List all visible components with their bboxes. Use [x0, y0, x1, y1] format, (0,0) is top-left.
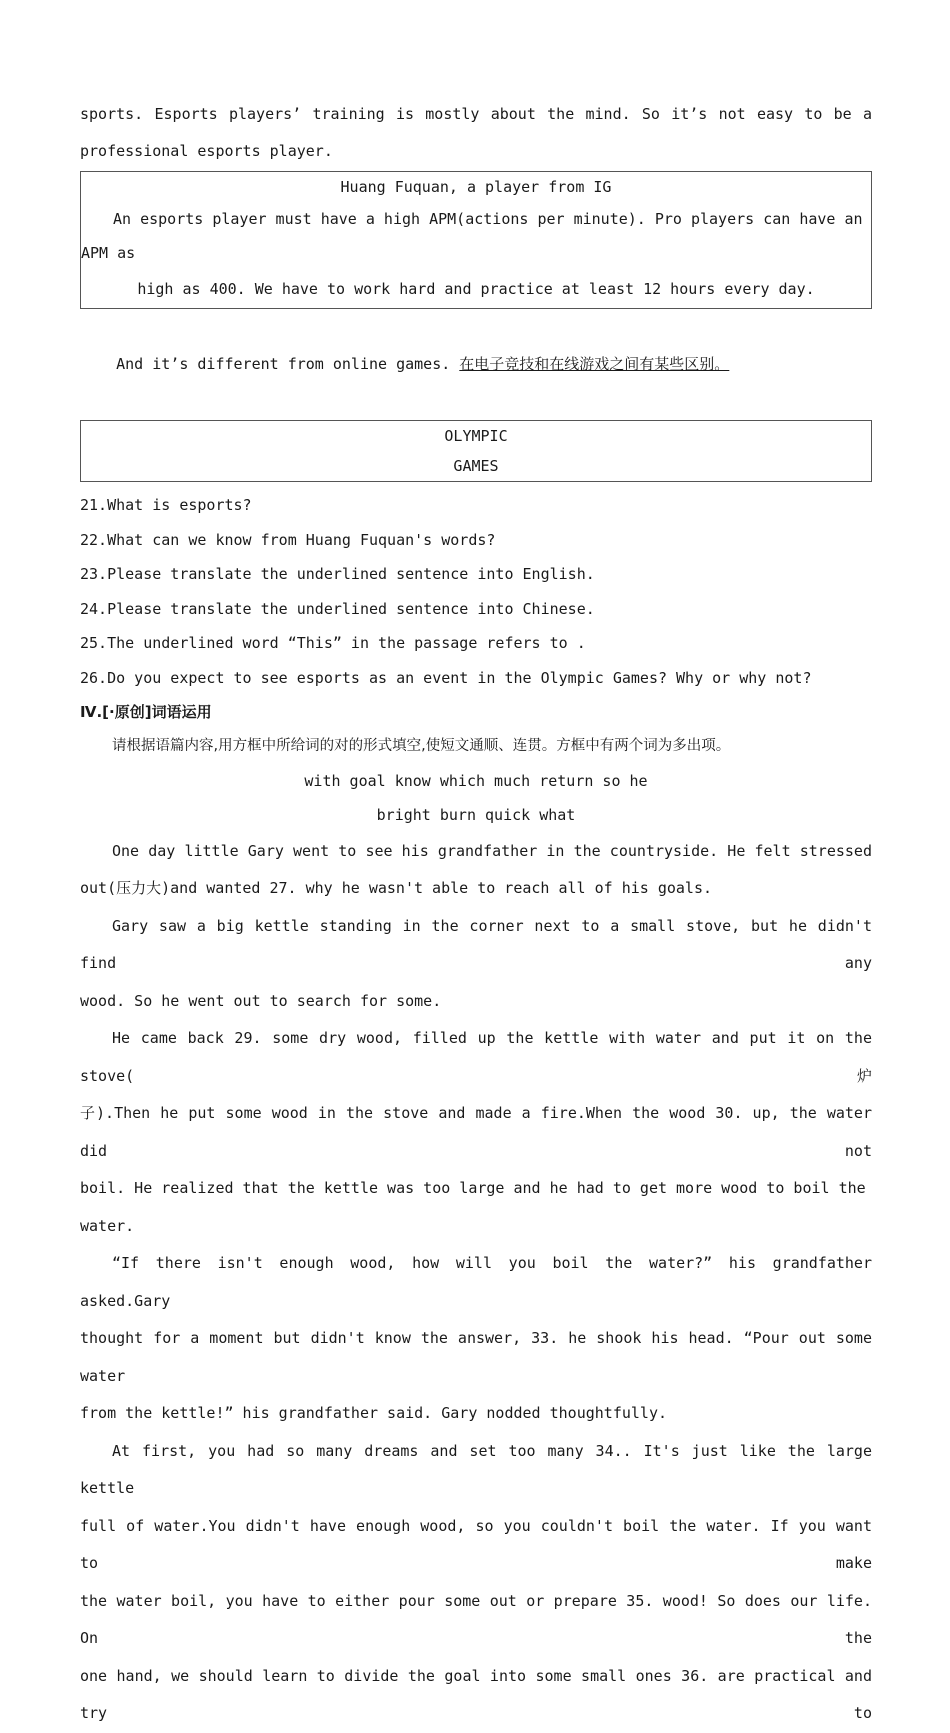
question-25: 25.The underlined word “This” in the passage refers to .: [80, 634, 586, 652]
quote-box-line-2: high as 400. We have to work hard and practice at least 12 hours every day.: [137, 280, 815, 298]
question-21: 21.What is esports?: [80, 496, 252, 514]
passage: [80, 833, 882, 1733]
passage-p4-line-1: “If there isn't enough wood, how will you boil the water?” his grandfather asked.Gary: [80, 1254, 882, 1310]
passage-p3-line-3: boil. He realized that the kettle was too large and he had to get more wood to boil the water.: [80, 1179, 875, 1235]
passage-p4-line-2: thought for a moment but didn't know the answer, 33. he shook his head. “Pour out some water: [80, 1329, 882, 1385]
difference-line: [80, 309, 872, 420]
olympic-box-line-2: GAMES: [453, 457, 499, 475]
intro-line-2: professional esports player.: [80, 142, 333, 160]
passage-p2-line-1: Gary saw a big kettle standing in the corner next to a small stove, but he didn't find any: [80, 916, 882, 972]
passage-p5-line-4: one hand, we should learn to divide the goal into some small ones 36. are practical and try to: [80, 1666, 882, 1722]
section-instruction: 请根据语篇内容,用方框中所给词的对的形式填空,使短文通顺、连贯。方框中有两个词为多出项。: [112, 738, 731, 754]
passage-p2-line-2: wood. So he went out to search for some.: [80, 991, 442, 1010]
passage-p5-line-1: At first, you had so many dreams and set too many 34.. It's just like the large kettle: [80, 1441, 882, 1497]
passage-p1-line-2: out(压力大)and wanted 27. why he wasn't able to reach all of his goals.: [80, 879, 712, 897]
olympic-box: [80, 420, 872, 482]
intro-line-1: sports. Esports players’ training is mostly about the mind. So it’s not easy to be a: [80, 105, 872, 123]
passage-p3-line-2: 子).Then he put some wood in the stove and made a fire.When the wood 30. up, the water did not: [80, 1104, 882, 1160]
question-24: 24.Please translate the underlined sentence into Chinese.: [80, 599, 595, 618]
passage-p5-line-3: the water boil, you have to either pour some out or prepare 35. wood! So does our life. On the: [80, 1591, 882, 1647]
document-page: [80, 96, 882, 1733]
question-22: 22.What can we know from Huang Fuquan's words?: [80, 530, 496, 549]
passage-p4-line-3: from the kettle!” his grandfather said. Gary nodded thoughtfully.: [80, 1404, 667, 1422]
question-26: 26.Do you expect to see esports as an event in the Olympic Games? Why or why not?: [80, 668, 812, 687]
passage-p1-line-1: One day little Gary went to see his grandfather in the countryside. He felt stressed: [112, 841, 872, 860]
question-list: [80, 488, 872, 695]
quote-box-line-1: An esports player must have a high APM(actions per minute). Pro players can have an APM as: [81, 210, 872, 262]
underlined-sentence: 在电子竞技和在线游戏之间有某些区别。: [459, 355, 730, 373]
question-23: 23.Please translate the underlined sentence into English.: [80, 565, 595, 583]
word-bank-line-2: bright burn quick what: [376, 806, 576, 824]
difference-text: And it’s different from online games.: [116, 355, 460, 373]
section-heading: Ⅳ.[·原创]词语运用: [80, 703, 212, 721]
quote-box: [80, 171, 872, 309]
passage-p3-line-1: He came back 29. some dry wood, filled up the kettle with water and put it on the stove(炉: [80, 1029, 882, 1085]
word-bank-line-1: with goal know which much return so he: [304, 771, 648, 790]
passage-p5-line-2: full of water.You didn't have enough wood, so you couldn't boil the water. If you want to make: [80, 1516, 882, 1572]
olympic-box-line-1: OLYMPIC: [444, 427, 508, 445]
word-bank: [80, 764, 872, 833]
quote-box-title: Huang Fuquan, a player from IG: [340, 178, 612, 196]
